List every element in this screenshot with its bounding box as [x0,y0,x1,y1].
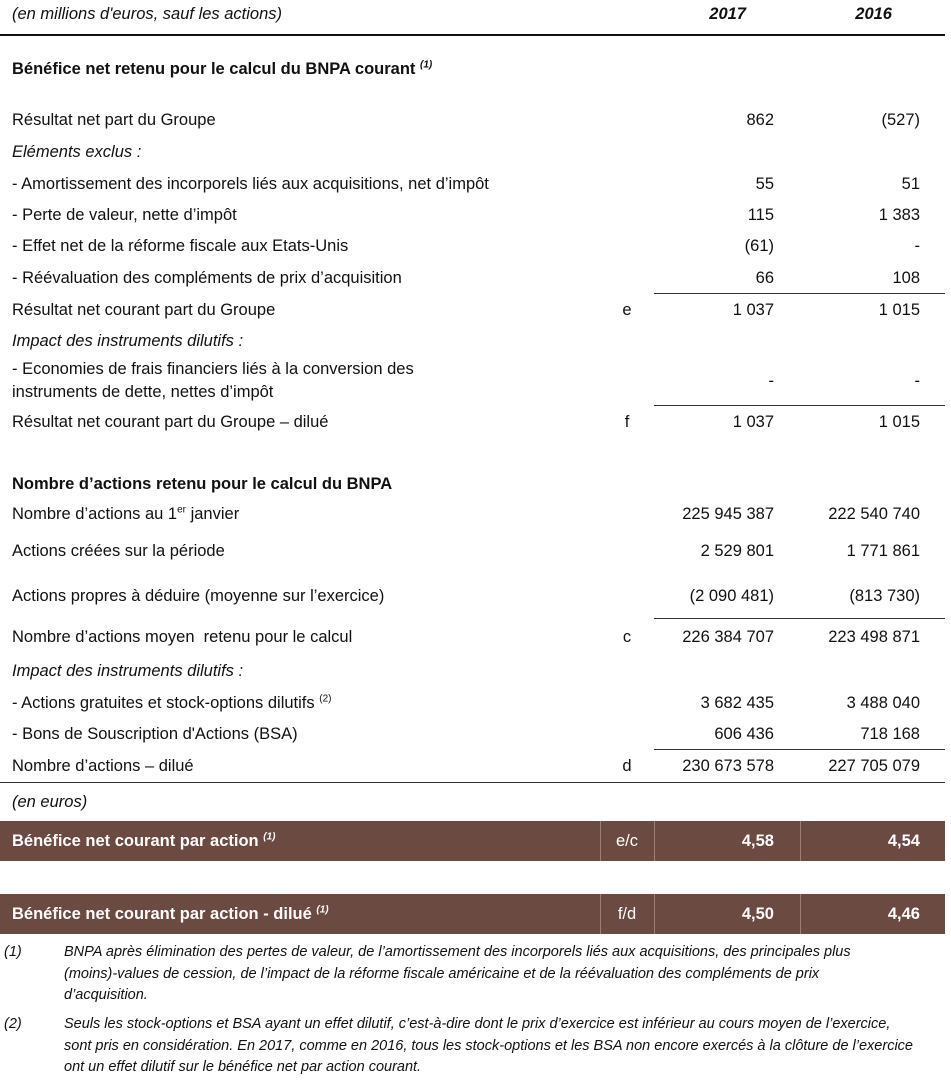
section2-title: Nombre d’actions retenu pour le calcul du BNPA [12,475,393,493]
footnote-ref: (2) [319,693,332,705]
table-row: Nombre d’actions – dilué d 230 673 578 227 705 079 [12,757,920,775]
section1-title: Bénéfice net retenu pour le calcul du BNPA courant [12,60,416,78]
column-header-2016: 2016 [855,5,892,23]
table-row: - Amortissement des incorporels liés aux acquisitions, net d’impôt 55 51 [12,175,920,193]
subtotal-rule [654,618,945,619]
table-row: Eléments exclus : [12,143,142,161]
footnote-ref: (1) [420,59,433,71]
subtotal-rule [654,293,945,294]
table-row: - Actions gratuites et stock-options dilutifs $^{(2)}$ 3 682 435 3 488 040 [12,693,920,712]
column-header-2017: 2017 [709,5,746,23]
header-rule [0,34,945,36]
table-row: - Réévaluation des compléments de prix d’acquisition 66 108 [12,269,920,287]
subtotal-rule [654,749,945,750]
table-row: - Economies de frais financiers liés à la conversion des instruments de dette, nettes d’impôt - - [12,360,920,401]
unit-note: (en millions d'euros, sauf les actions) [12,5,283,23]
table-row: Impact des instruments dilutifs : [12,332,244,350]
section-title [0,470,951,498]
table-row: - Effet net de la réforme fiscale aux Etats-Unis (61) - [12,237,920,255]
table-row: Actions propres à déduire (moyenne sur l’exercice) (2 090 481) (813 730) [12,587,920,605]
footnote-ref: (1) [316,904,329,916]
eps-diluted-band: Bénéfice net courant par action - dilué $^{(1)}$ f/d 4,50 4,46 [0,894,945,934]
table-row: Impact des instruments dilutifs : [12,662,244,680]
eps-band: Bénéfice net courant par action $^{(1)}$ e/c 4,58 4,54 [0,821,945,861]
table-row: Actions créées sur la période 2 529 801 1 771 861 [12,542,920,560]
table-row: Nombre d’actions moyen retenu pour le calcul c 226 384 707 223 498 871 [12,628,920,646]
section-title [0,55,951,83]
table-row: Résultat net courant part du Groupe e 1 037 1 015 [12,301,920,319]
table-row: Résultat net courant part du Groupe – dilué f 1 037 1 015 [12,413,920,431]
table-row: - Perte de valeur, nette d’impôt 115 1 383 [12,206,920,224]
total-rule [0,782,945,783]
table-row: - Bons de Souscription d'Actions (BSA) 606 436 718 168 [12,725,920,743]
table-row: Nombre d’actions au 1er janvier 225 945 387 222 540 740 [12,504,920,523]
footnote-ref: (1) [263,831,276,843]
unit-note-euros: (en euros) [12,793,88,811]
subtotal-rule [654,405,945,406]
table-header [0,0,951,28]
table-row: Résultat net part du Groupe 862 (527) [12,111,920,129]
